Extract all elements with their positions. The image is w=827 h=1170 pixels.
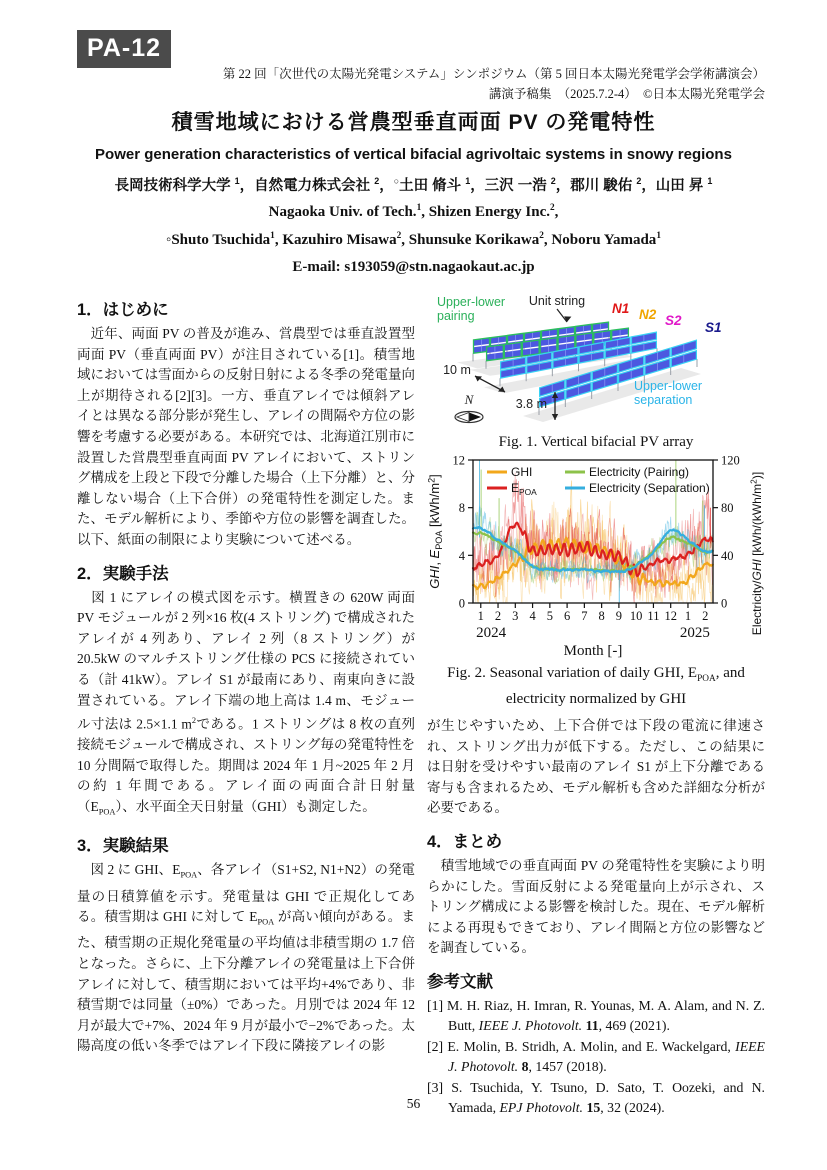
svg-text:EPOA: $E_{POA}$ xyxy=(511,481,537,497)
conference-line1: 第 22 回「次世代の太陽光発電システム」シンポジウム（第 5 回日本太陽光発電学会学術講演会） xyxy=(222,67,765,81)
left-column xyxy=(77,296,415,1057)
section-3-body: 図 2 に GHI、$E_{POA}$、各アレイ（S1+S2, N1+N2）の発電量の日積算値を示す。発電量は GHI で正規化してある。積雪期は GHI に対して $E_{POA}$ が高い傾向がある。また、積雪期の正規化発電量の平均値は非積雪期の 1.7 倍となった。さらに、上下分離アレイの発電量は上下合併アレイに対して、積雪期においては平均+4%であり、非積雪期では同量（±0%）であった。月別では 2024 年 12 月が最大で+7%、2024 年 9 月が最小で−2%であった。太陽高度の低い冬季ではアレイ下段に隣接アレイの影 xyxy=(77,862,415,1054)
svg-text:S1: S1 xyxy=(704,320,722,335)
svg-text:1: 1 xyxy=(477,609,484,623)
svg-text:6: 6 xyxy=(563,609,571,623)
svg-text:10: 10 xyxy=(629,609,643,623)
svg-text:Electricity (Separation): Electricity (Separation) xyxy=(589,481,710,495)
svg-text:3.8 m: 3.8 m xyxy=(515,397,547,411)
svg-text:2025: 2025 xyxy=(679,625,710,641)
references-heading: 参考文献 xyxy=(427,972,493,991)
reference-item: [1] M. H. Riaz, H. Imran, R. Younas, M. A. Alam, and N. Z. Butt, IEEE J. Photovolt. 11, 469 (2021). xyxy=(427,997,765,1034)
title-english: Power generation characteristics of vertical bifacial agrivoltaic systems in snowy regions xyxy=(95,146,732,163)
svg-text:N2: N2 xyxy=(638,307,656,322)
svg-text:Electricity/GHI [kWh/(kWh/m2)]: Electricity/GHI $[kWh/(kWh/m^2)]$ xyxy=(748,471,764,636)
svg-text:0: 0 xyxy=(458,596,465,611)
svg-text:9: 9 xyxy=(615,609,623,623)
page-number: 56 xyxy=(406,1096,421,1111)
svg-text:2024: 2024 xyxy=(476,625,507,641)
svg-text:12: 12 xyxy=(664,609,677,623)
svg-text:8: 8 xyxy=(458,501,465,516)
svg-text:10 m: 10 m xyxy=(442,363,471,377)
section-2-body: 図 1 にアレイの模式図を示す。横置きの 620W 両面 PV モジュールが 2 列×16 枚(4 ストリング) で構成されたアレイが 4 列あり、アレイ 2 列（8 ストリング）が 20.5kW のマルチストリング仕様の PCS に接続されている（計 41kW）。アレイ S1 が最南にあり、南東向きに設置されている。アレイ下端の地上高は 1.4 m、モジュール寸法は 2.5×1.1 $m^2$である。1 ストリングは 8 枚の直列接続モジュールで構成され、ストリング毎の発電特性を 10 分間隔で取得した。期間は 2024 年 1 月~2025 年 2 月の約 1 年間である。アレイ面の両面合計日射量$(E_{POA})$、水平面全天日射量（GHI）も測定した。 xyxy=(77,589,415,817)
svg-text:Month [-]: Month [-] xyxy=(563,643,623,659)
reference-item: [2] E. Molin, B. Stridh, A. Molin, and E. Wackelgard, IEEE J. Photovolt. 8, 1457 (2018). xyxy=(427,1038,765,1075)
svg-text:Electricity (Pairing): Electricity (Pairing) xyxy=(589,465,690,479)
figure-1-caption: Fig. 1. Vertical bifacial PV array xyxy=(498,434,694,450)
svg-text:Upper-lower: Upper-lower xyxy=(436,295,505,309)
conference-line2: 講演予稿集 （2025.7.2-4） ©日本太陽光発電学会 xyxy=(488,87,765,101)
conference-header xyxy=(223,64,765,104)
svg-text:pairing: pairing xyxy=(436,309,475,323)
svg-text:12: 12 xyxy=(452,455,465,468)
svg-text:5: 5 xyxy=(546,609,553,623)
authors-japanese: 長岡技術科学大学 $^1$，自然電力株式会社 $^2$，○土田 脩斗 $^1$，三沢 一浩 $^2$，郡川 駿佑 $^2$，山田 昇 $^1$ xyxy=(114,176,713,194)
section-4-body: 積雪地域での垂直両面 PV の発電特性を実験により明らかにした。雪面反射による発電量向上が示され、ストリング構成による影響を検討した。現在、モデル解析による再現もできており、アレイ間隔と方位の影響などを調査している。 xyxy=(427,857,765,956)
reference-item: [3] S. Tsuchida, Y. Tsuno, D. Sato, T. Oozeki, and N. Yamada, EPJ Photovolt. 15, 32 (2024). xyxy=(427,1079,765,1116)
svg-text:8: 8 xyxy=(598,609,605,623)
section-1-heading: 1．はじめに xyxy=(77,301,169,319)
svg-text:40: 40 xyxy=(721,548,734,563)
svg-text:4: 4 xyxy=(458,548,465,563)
svg-text:Upper-lower: Upper-lower xyxy=(633,379,702,393)
svg-text:S2: S2 xyxy=(664,313,682,328)
right-column xyxy=(427,292,765,1119)
svg-text:80: 80 xyxy=(721,501,734,516)
svg-text:4: 4 xyxy=(529,609,536,623)
svg-text:120: 120 xyxy=(721,455,740,468)
figure-2-seasonal-chart xyxy=(427,455,767,660)
svg-text:2: 2 xyxy=(494,609,502,623)
svg-text:0: 0 xyxy=(721,596,728,611)
paper-id-badge: PA-12 xyxy=(77,30,171,68)
email-address: E-mail: s193059@stn.nagaokaut.ac.jp xyxy=(292,259,535,275)
section-1-body: 近年、両面 PV の普及が進み、営農型では垂直設置型両面 PV（垂直両面 PV）が注目されている[1]。積雪地域においては雪面からの反射日射による冬季の発電量向上が期待される[2][3]。一方、垂直アレイでは傾斜アレイとは異なる部分影が発生し、アレイの間隔や方位の影響を考慮する必要がある。本研究では、北海道江別市に設置した営農型垂直両面 PV アレイにおいて、ストリング構成を上段と下段で分離した場合（上下分離）と、分離しない場合（上下合併）の発電特性を測定した。また、モデル解析により、季節や方位の影響を調査した。以下、紙面の制限により実験について述べる。 xyxy=(77,326,415,547)
figure-1-pv-array-illustration xyxy=(429,292,764,432)
svg-text:Unit string: Unit string xyxy=(528,294,585,308)
authors-english: ◦Shuto Tsuchida$^1$, Kazuhiro Misawa$^2$, Shunsuke Korikawa$^2$, Noboru Yamada$^1$ xyxy=(166,231,661,248)
svg-text:7: 7 xyxy=(581,609,588,623)
svg-text:N1: N1 xyxy=(611,301,629,316)
section-2-heading: 2．実験手法 xyxy=(77,564,169,583)
figure-2-caption: Fig. 2. Seasonal variation of daily GHI, $E_{POA}$, and electricity normalized by GHI xyxy=(447,665,745,707)
svg-text:N: N xyxy=(464,392,473,407)
svg-text:GHI: GHI xyxy=(511,465,533,479)
svg-text:separation: separation xyxy=(633,393,692,407)
svg-text:2: 2 xyxy=(702,609,709,623)
svg-text:1: 1 xyxy=(684,609,692,623)
svg-text:11: 11 xyxy=(647,609,660,623)
title-japanese: 積雪地域における営農型垂直両面 PV の発電特性 xyxy=(171,111,656,134)
section-3-heading: 3．実験結果 xyxy=(77,837,169,856)
section-3-body-continued: が生じやすいため、上下合併では下段の電流に律速され、ストリング出力が低下する。ただし、この結果には日射を受けやすい最南のアレイ S1 が上下分離である寄与も含まれるため、モデル解析も含めた詳細な分析が必要である。 xyxy=(427,718,765,816)
affiliation-english: Nagaoka Univ. of Tech.$^1$, Shizen Energy Inc.$^2$, xyxy=(268,203,559,220)
section-4-heading: 4．まとめ xyxy=(427,832,503,851)
svg-text:GHI, EPOA [kWh/m2]: GHI, $E_{POA}$ $[kWh/m^2]$ xyxy=(427,474,444,589)
svg-text:3: 3 xyxy=(512,609,519,623)
